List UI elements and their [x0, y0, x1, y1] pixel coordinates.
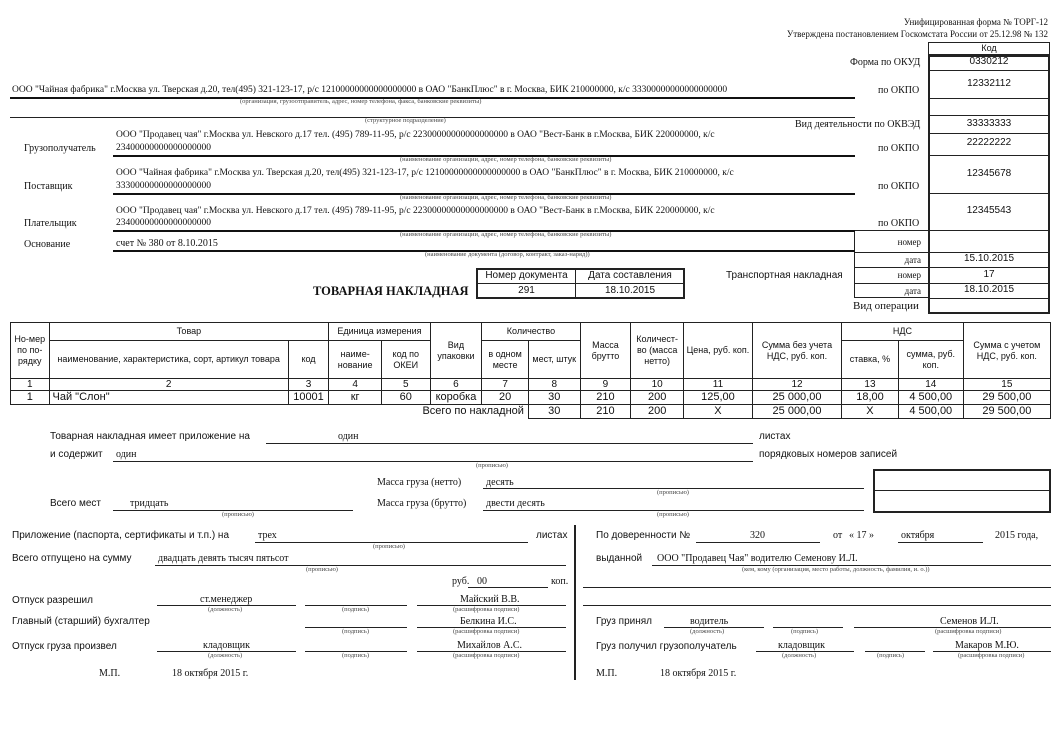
- issued-label: выданной: [596, 553, 643, 564]
- col-no: 3: [288, 379, 329, 391]
- total-row: [11, 405, 1051, 419]
- h-row-no: Но-мер по по-рядку: [11, 323, 50, 379]
- chief-cap-signature: (подпись): [342, 628, 369, 635]
- sign-date: 18 октября 2015 г.: [172, 668, 249, 679]
- doc-number: 291: [518, 285, 535, 296]
- row-pack: коробка: [430, 391, 482, 405]
- released-sum-caption: (прописью): [306, 566, 338, 573]
- places-value: тридцать: [130, 498, 169, 509]
- accepted-cap-position: (должность): [690, 628, 725, 635]
- col-no: 7: [482, 379, 529, 391]
- row-name: Чай "Слон": [49, 391, 288, 405]
- total-price: X: [683, 405, 752, 419]
- chief-label: Главный (старший) бухгалтер: [12, 616, 150, 627]
- appendix-sheets: листах: [536, 530, 568, 541]
- row-okei: 60: [381, 391, 430, 405]
- kop-value: 00: [477, 576, 487, 587]
- basis-caption: (наименование документа (договор, контракт, заказ-наряд)): [425, 251, 590, 258]
- h-vat-rate: ставка, %: [842, 341, 899, 379]
- supplier-caption: (наименование организации, адрес, номер телефона, банковские реквизиты): [400, 194, 612, 201]
- allowed-cap-position: (должность): [208, 606, 243, 613]
- released-sum-label: Всего отпущено на сумму: [12, 553, 132, 564]
- records-label: порядковых номеров записей: [759, 449, 898, 460]
- row-pieces: 30: [528, 391, 580, 405]
- accepted-name: Семенов И.Л.: [940, 616, 999, 627]
- contains-value: один: [116, 449, 137, 460]
- allowed-name: Майский В.В.: [460, 594, 520, 605]
- col-no: 12: [752, 379, 841, 391]
- payer-line1: ООО "Продавец чая" г.Москва ул. Невского д.17 тел. (495) 789-11-95, р/с 22300000000000000000 в ОАО "Вест-Банк в г.Москва, БИК 220000000, к/с: [116, 206, 715, 216]
- payer-label: Плательщик: [24, 218, 77, 229]
- places-label: Всего мест: [50, 498, 102, 509]
- okpo-label-payer: по ОКПО: [878, 218, 920, 229]
- col-no: 13: [842, 379, 899, 391]
- allowed-position: ст.менеджер: [200, 594, 253, 605]
- released-cap-position: (должность): [208, 652, 243, 659]
- total-vat-rate: X: [842, 405, 899, 419]
- row-net: 200: [631, 391, 684, 405]
- released-cap-signature: (подпись): [342, 652, 369, 659]
- appendix-label: Приложение (паспорта, сертификаты и т.п.) на: [12, 530, 230, 541]
- division-caption: (структурное подразделение): [365, 117, 446, 124]
- basis-number-label: номер: [897, 237, 921, 247]
- transport-number: 17: [983, 269, 995, 280]
- sender-info: ООО "Чайная фабрика" г.Москва ул. Тверская д.20, тел(495) 321-123-17, р/с 12100000000000000000 в ОАО "БанкПлюс" в г. Москва, БИК 210000000, к/с 33300000000000000000: [12, 85, 728, 95]
- sender-caption: (организация, грузоотправитель, адрес, номер телефона, факса, банковские реквизиты): [240, 98, 482, 105]
- consignee-line2: 23400000000000000000: [116, 143, 211, 153]
- rub-label: руб.: [452, 576, 470, 587]
- row-unit: кг: [329, 391, 382, 405]
- accepted-position: водитель: [690, 616, 729, 627]
- chief-name: Белкина И.С.: [460, 616, 517, 627]
- row-sum-vat: 29 500,00: [963, 391, 1050, 405]
- consignee-line1: ООО "Продавец чая" г.Москва ул. Невского д.17 тел. (495) 789-11-95, р/с 22300000000000000000 в ОАО "Вест-Банк в г.Москва, БИК 220000000, к/с: [116, 130, 715, 140]
- col-no: 4: [329, 379, 382, 391]
- supplier-label: Поставщик: [24, 181, 73, 192]
- row-code: 10001: [288, 391, 329, 405]
- gross-value: двести десять: [486, 498, 545, 509]
- h-qty-place: в одном месте: [482, 341, 529, 379]
- okpo-consignee: 22222222: [966, 137, 1012, 148]
- document-title: ТОВАРНАЯ НАКЛАДНАЯ: [313, 284, 469, 298]
- payer-caption: (наименование организации, адрес, номер телефона, банковские реквизиты): [400, 231, 612, 238]
- total-pieces: 30: [528, 405, 580, 419]
- h-price: Цена, руб. коп.: [683, 323, 752, 379]
- h-sum-novat: Сумма без учета НДС, руб. коп.: [752, 323, 841, 379]
- received-position: кладовщик: [778, 640, 826, 651]
- transport-label: Транспортная накладная: [726, 270, 843, 281]
- total-sum-vat: 29 500,00: [963, 405, 1050, 419]
- okpo-label-consignee: по ОКПО: [878, 143, 920, 154]
- stamp-right: М.П.: [596, 668, 618, 679]
- mass-box: [873, 469, 1051, 513]
- okud-value: 0330212: [969, 56, 1009, 67]
- received-label: Груз получил грузополучатель: [596, 641, 737, 652]
- total-vat-sum: 4 500,00: [898, 405, 963, 419]
- row-per-place: 20: [482, 391, 529, 405]
- transport-date-label: дата: [904, 286, 921, 296]
- supplier-line1: ООО "Чайная фабрика" г.Москва ул. Тверская д.20, тел(495) 321-123-17, р/с 12100000000000000000 в ОАО "БанкПлюс" в г. Москва, БИК 210000000, к/с: [116, 168, 734, 178]
- consignee-label: Грузополучатель: [24, 143, 96, 154]
- issued-caption: (кем, кому (организация, место работы, должность, фамилия, и. о.)): [742, 566, 930, 573]
- table-row: [11, 391, 1051, 405]
- doc-date: 18.10.2015: [604, 285, 656, 296]
- row-vat-rate: 18,00: [842, 391, 899, 405]
- poa-from: от: [833, 530, 843, 541]
- transport-date: 18.10.2015: [963, 284, 1015, 295]
- appendix-caption: (прописью): [373, 543, 405, 550]
- okpo-label-supplier: по ОКПО: [878, 181, 920, 192]
- row-vat-sum: 4 500,00: [898, 391, 963, 405]
- h-goods: Товар: [49, 323, 329, 341]
- received-name: Макаров М.Ю.: [955, 640, 1019, 651]
- h-sum-vat: Сумма с учетом НДС, руб. коп.: [963, 323, 1050, 379]
- attach-label: Товарная накладная имеет приложение на: [50, 431, 250, 442]
- row-gross: 210: [580, 391, 631, 405]
- h-unit-okei: код по ОКЕИ: [381, 341, 430, 379]
- gross-caption: (прописью): [657, 511, 689, 518]
- receive-date: 18 октября 2015 г.: [660, 668, 737, 679]
- net-value: десять: [486, 477, 514, 488]
- supplier-line2: 33300000000000000000: [116, 181, 211, 191]
- row-sum-novat: 25 000,00: [752, 391, 841, 405]
- col-no: 2: [49, 379, 288, 391]
- sheets-label: листах: [759, 431, 791, 442]
- h-vat: НДС: [842, 323, 964, 341]
- col-no: 14: [898, 379, 963, 391]
- doc-date-header: Дата составления: [588, 270, 672, 281]
- okpo-payer: 12345543: [966, 205, 1012, 216]
- h-vat-sum: сумма, руб. коп.: [898, 341, 963, 379]
- doc-number-header: Номер документа: [485, 270, 568, 281]
- places-caption: (прописью): [222, 511, 254, 518]
- h-goods-code: код: [288, 341, 329, 379]
- operation-label: Вид операции: [853, 300, 919, 312]
- poa-month: октября: [901, 530, 935, 541]
- issued-value: ООО "Продавец Чая" водителю Семенову И.Л.: [657, 553, 858, 564]
- contains-caption: (прописью): [476, 462, 508, 469]
- basis-date: 15.10.2015: [963, 253, 1015, 264]
- row-price: 125,00: [683, 391, 752, 405]
- okved-label: Вид деятельности по ОКВЭД: [795, 119, 921, 130]
- total-net: 200: [631, 405, 684, 419]
- okpo-label-sender: по ОКПО: [878, 85, 920, 96]
- basis-value: счет № 380 от 8.10.2015: [116, 238, 218, 249]
- goods-table: [10, 322, 1051, 419]
- net-label: Масса груза (нетто): [377, 477, 462, 488]
- column-numbers-row: [11, 379, 1051, 391]
- col-no: 9: [580, 379, 631, 391]
- code-header: Код: [928, 42, 1050, 55]
- contains-label: и содержит: [50, 449, 103, 460]
- appendix-value: трех: [258, 530, 277, 541]
- col-no: 6: [430, 379, 482, 391]
- gross-label: Масса груза (брутто): [377, 498, 467, 509]
- released-position: кладовщик: [203, 640, 251, 651]
- allowed-cap-signature: (подпись): [342, 606, 369, 613]
- okpo-sender: 12332112: [967, 78, 1011, 89]
- received-cap-signature: (подпись): [877, 652, 904, 659]
- released-label: Отпуск груза произвел: [12, 641, 117, 652]
- total-gross: 210: [580, 405, 631, 419]
- h-unit-name: наиме-нование: [329, 341, 382, 379]
- net-caption: (прописью): [657, 489, 689, 496]
- payer-line2: 23400000000000000000: [116, 218, 211, 228]
- allowed-cap-decode: (расшифровка подписи): [453, 606, 520, 613]
- okpo-supplier: 12345678: [966, 168, 1012, 179]
- h-qty: Количество: [482, 323, 580, 341]
- accepted-cap-signature: (подпись): [791, 628, 818, 635]
- col-no: 11: [683, 379, 752, 391]
- accepted-label: Груз принял: [596, 616, 653, 627]
- h-goods-name: наименование, характеристика, сорт, артикул товара: [49, 341, 288, 379]
- basis-label: Основание: [24, 239, 71, 250]
- row-no: 1: [11, 391, 50, 405]
- col-no: 1: [11, 379, 50, 391]
- released-sum-value: двадцать девять тысяч пятьсот: [158, 553, 289, 564]
- h-gross: Масса брутто: [580, 323, 631, 379]
- form-approved: Утверждена постановлением Госкомстата России от 25.12.98 № 132: [786, 29, 1048, 39]
- released-cap-decode: (расшифровка подписи): [453, 652, 520, 659]
- poa-label: По доверенности №: [596, 530, 691, 541]
- chief-cap-decode: (расшифровка подписи): [453, 628, 520, 635]
- col-no: 5: [381, 379, 430, 391]
- accepted-cap-decode: (расшифровка подписи): [935, 628, 1002, 635]
- kop-label: коп.: [551, 576, 569, 587]
- total-sum-novat: 25 000,00: [752, 405, 841, 419]
- form-title: Унифицированная форма № ТОРГ-12: [903, 17, 1048, 27]
- attach-value: один: [338, 431, 359, 442]
- h-pack: Вид упаковки: [430, 323, 482, 379]
- h-qty-pieces: мест, штук: [528, 341, 580, 379]
- h-unit: Единица измерения: [329, 323, 430, 341]
- released-name: Михайлов А.С.: [457, 640, 523, 651]
- allowed-label: Отпуск разрешил: [12, 595, 93, 606]
- okved-value: 33333333: [966, 118, 1012, 129]
- consignee-caption: (наименование организации, адрес, номер телефона, банковские реквизиты): [400, 156, 612, 163]
- col-no: 8: [528, 379, 580, 391]
- col-no: 10: [631, 379, 684, 391]
- col-no: 15: [963, 379, 1050, 391]
- stamp-left: М.П.: [99, 668, 121, 679]
- basis-date-label: дата: [904, 255, 921, 265]
- total-label: Всего по накладной: [422, 405, 524, 418]
- poa-day: « 17 »: [849, 530, 874, 541]
- h-net: Количест-во (масса нетто): [631, 323, 684, 379]
- okud-label: Форма по ОКУД: [850, 57, 921, 68]
- poa-number: 320: [750, 530, 765, 541]
- received-cap-decode: (расшифровка подписи): [958, 652, 1025, 659]
- poa-year: 2015 года,: [995, 530, 1039, 541]
- received-cap-position: (должность): [782, 652, 817, 659]
- transport-number-label: номер: [897, 270, 921, 280]
